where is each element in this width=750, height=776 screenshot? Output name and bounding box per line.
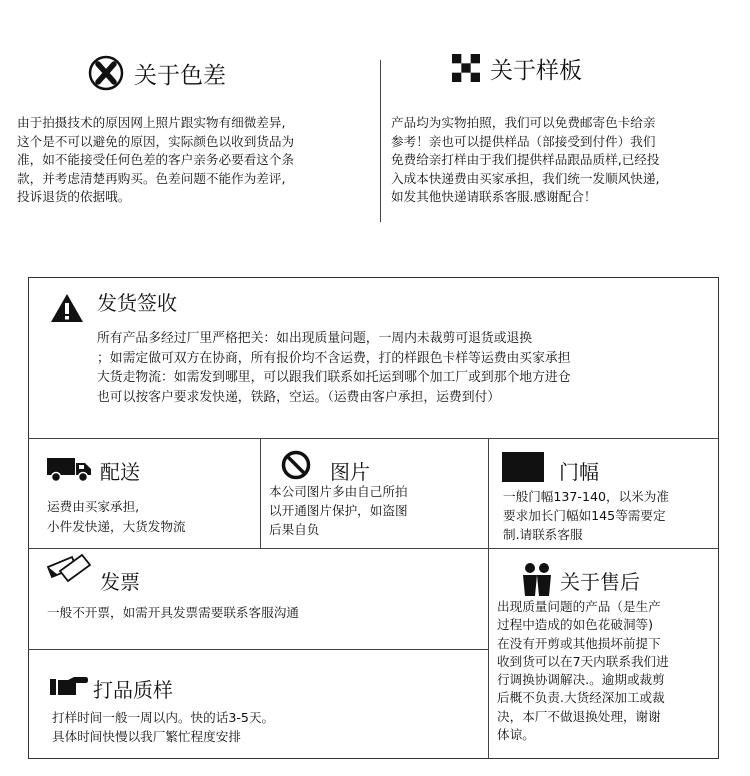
pictures-title: 图片 xyxy=(330,460,370,484)
receipt-text: 所有产品多经过厂里严格把关：如出现质量问题，一周内未裁剪可退货或退换 ；如需定做可双方在协商，所有报价均不含运费，打的样跟色卡样等运费由买家承担 大货走物流：如需发到哪里，可以跟我们联系如托运到哪个加工厂或到那个地方进仓 也可以按客户要求发快递，铁路，空运。（运费由客户承担，运费到付） xyxy=(97,331,571,405)
invoice-text: 一般不开票，如需开具发票需要联系客服沟通 xyxy=(47,605,299,620)
top-divider xyxy=(380,60,381,222)
row-divider-3 xyxy=(28,649,488,650)
row-divider-1 xyxy=(28,438,719,439)
width-text: 一般门幅137-140，以米为准 要求加长门幅如145等需要定 制.请联系客服 xyxy=(503,489,669,542)
width-title: 门幅 xyxy=(559,460,599,484)
pictures-text: 本公司图片多由自己所拍 以开通图片保护，如盗图 后果自负 xyxy=(269,484,408,537)
x-circle-icon xyxy=(88,55,124,91)
receipt-title: 发货签收 xyxy=(97,291,177,315)
truck-icon xyxy=(47,456,91,482)
tickets-icon xyxy=(46,553,92,583)
prohibited-icon xyxy=(281,450,311,480)
warning-icon xyxy=(50,293,84,323)
after-sales-text: 出现质量问题的产品（是生产 过程中造成的如色花破洞等) 在没有开剪或其他损坏前提下 收到货可以在7天内联系我们进 行调换协调解决.。逾期或裁剪 后概不负责.大货经深加工或裁 决，本厂不做退换处理，谢谢 体谅。 xyxy=(497,599,669,743)
after-sales-title: 关于售后 xyxy=(560,570,640,594)
col-divider-2 xyxy=(488,438,489,759)
proof-title: 打品质样 xyxy=(93,678,173,702)
color-diff-text: 由于拍摄技术的原因网上照片跟实物有细微差异, 这个是不可以避免的原因，实际颜色以收到货品为 准，如不能接受任何色差的客户亲务必要看这个条 款，并考虑清楚再购买。色差问题不能作为差评, 投诉退货的依据哦。 xyxy=(17,115,295,205)
pointing-hand-icon xyxy=(50,675,88,697)
delivery-text: 运费由买家承担, 小件发快递，大货发物流 xyxy=(47,499,186,534)
color-diff-title: 关于色差 xyxy=(134,63,226,89)
samples-text: 产品均为实物拍照，我们可以免费邮寄色卡给亲 参考！亲也可以提供样品（部接受到付件）我们 免费给亲打样由于我们提供样品跟品质样,已经投 入成本快递费由买家承担，我们统一发顺风快递, 如发其他快递请联系客服.感谢配合！ xyxy=(391,115,660,205)
row-divider-2 xyxy=(28,548,719,549)
col-divider-1 xyxy=(260,438,261,548)
proof-text: 打样时间一般一周以内。快的话3-5天。 具体时间快慢以我厂繁忙程度安排 xyxy=(52,710,275,744)
samples-title: 关于样板 xyxy=(490,58,582,84)
delivery-title: 配送 xyxy=(100,460,140,484)
black-square-icon xyxy=(502,452,544,482)
people-icon xyxy=(521,562,553,596)
invoice-title: 发票 xyxy=(100,570,140,594)
checker-icon xyxy=(452,54,480,82)
